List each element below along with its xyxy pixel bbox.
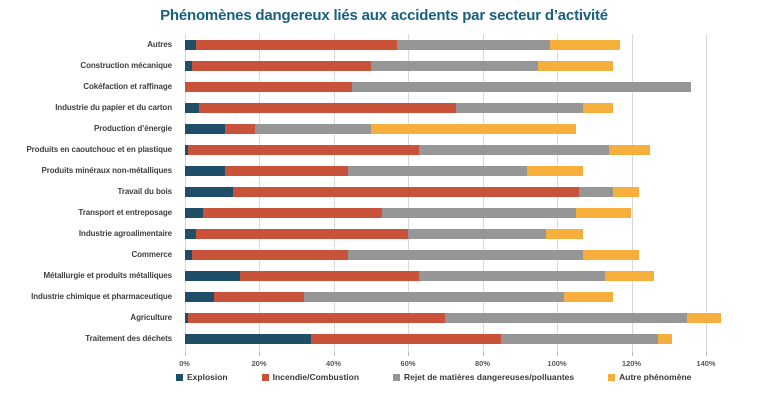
bar-segment [419, 271, 605, 281]
bar-segment [550, 40, 621, 50]
bar-segment [225, 166, 348, 176]
bar-segment [185, 40, 196, 50]
chart-row [0, 223, 768, 244]
bar-segment [605, 271, 653, 281]
bar-segment [196, 229, 408, 239]
category-label: Industrie du papier et du carton [55, 103, 172, 112]
bar-segment [371, 124, 576, 134]
bar-segment [348, 166, 527, 176]
axis-tick-label: 40% [325, 359, 341, 368]
legend-swatch-icon [176, 374, 183, 381]
legend-label: Rejet de matières dangereuses/polluantes [404, 372, 575, 382]
bar-segment [185, 166, 226, 176]
bar-segment [371, 61, 539, 71]
bar-segment [185, 250, 192, 260]
bar-segment [196, 40, 397, 50]
legend [176, 372, 691, 382]
stacked-bar [185, 271, 654, 281]
axis-tick-label: 100% [547, 359, 567, 368]
chart-row [0, 55, 768, 76]
bar-segment [188, 145, 419, 155]
bar-segment [445, 313, 687, 323]
bar-segment [199, 103, 456, 113]
stacked-bar [185, 313, 721, 323]
category-label: Industrie chimique et pharmaceutique [31, 292, 172, 301]
chart-rows [0, 34, 768, 349]
legend-label: Explosion [187, 372, 228, 382]
bar-segment [185, 292, 215, 302]
stacked-bar [185, 166, 584, 176]
chart-row [0, 160, 768, 181]
bar-segment [225, 124, 255, 134]
axis-tick-label: 80% [474, 359, 490, 368]
bar-segment [579, 187, 613, 197]
bar-segment [583, 103, 613, 113]
chart-row [0, 202, 768, 223]
chart-row [0, 307, 768, 328]
category-label: Produits en caoutchouc et en plastique [26, 145, 172, 154]
bar-segment [192, 61, 371, 71]
axis-tick-label: 20% [251, 359, 267, 368]
bar-segment [583, 250, 639, 260]
bar-segment [609, 145, 650, 155]
bar-segment [304, 292, 565, 302]
bar-segment [233, 187, 579, 197]
bar-segment [185, 229, 196, 239]
stacked-bar [185, 229, 584, 239]
stacked-bar [185, 187, 639, 197]
legend-label: Incendie/Combustion [272, 372, 360, 382]
bar-segment [419, 145, 609, 155]
chart-row [0, 181, 768, 202]
bar-segment [203, 208, 382, 218]
bar-segment [546, 229, 583, 239]
bar-segment [240, 271, 419, 281]
legend-label: Autre phénomène [619, 372, 692, 382]
bar-segment [188, 313, 445, 323]
stacked-bar [185, 61, 613, 71]
category-label: Produits minéraux non-métalliques [41, 166, 172, 175]
axis-tick-label: 120% [621, 359, 642, 368]
chart-row [0, 286, 768, 307]
bar-segment [255, 124, 370, 134]
axis-tick-label: 140% [696, 359, 716, 368]
chart-row [0, 244, 768, 265]
category-label: Commerce [131, 250, 172, 259]
category-label: Autres [147, 40, 172, 49]
bar-segment [185, 208, 204, 218]
bar-segment [576, 208, 632, 218]
bar-segment [564, 292, 612, 302]
bar-segment [658, 334, 673, 344]
axis-tick [557, 352, 558, 356]
stacked-bar [185, 292, 613, 302]
axis-tick [185, 352, 186, 356]
stacked-bar [185, 145, 651, 155]
category-label: Transport et entreposage [78, 208, 172, 217]
bar-segment [538, 61, 613, 71]
chart-row [0, 97, 768, 118]
legend-swatch-icon [262, 374, 269, 381]
bar-segment [185, 187, 233, 197]
stacked-bar [185, 103, 613, 113]
bar-segment [613, 187, 639, 197]
bar-segment [214, 292, 303, 302]
axis-tick [334, 352, 335, 356]
category-label: Métallurgie et produits métalliques [43, 271, 172, 280]
bar-segment [185, 103, 200, 113]
axis-tick [706, 352, 707, 356]
bar-segment [382, 208, 576, 218]
legend-swatch-icon [608, 374, 615, 381]
category-label: Traitement des déchets [85, 334, 172, 343]
chart-row [0, 265, 768, 286]
axis-tick [483, 352, 484, 356]
stacked-bar [185, 334, 673, 344]
chart-row [0, 34, 768, 55]
stacked-bar [185, 208, 632, 218]
chart-row [0, 328, 768, 349]
category-label: Travail du bois [117, 187, 172, 196]
bar-segment [687, 313, 721, 323]
category-label: Industrie agroalimentaire [78, 229, 172, 238]
legend-item [176, 372, 228, 382]
bar-segment [185, 271, 241, 281]
bar-segment [352, 82, 691, 92]
stacked-bar-chart [0, 34, 768, 374]
axis-tick [259, 352, 260, 356]
category-label: Production d’énergie [93, 124, 172, 133]
legend-item [393, 372, 574, 382]
chart-title: Phénomènes dangereux liés aux accidents par secteur d’activité [160, 7, 608, 24]
bar-segment [501, 334, 657, 344]
axis-tick [408, 352, 409, 356]
axis-tick-label: 0% [179, 359, 190, 368]
chart-row [0, 76, 768, 97]
bar-segment [185, 82, 353, 92]
bar-segment [408, 229, 546, 239]
bar-segment [185, 334, 312, 344]
chart-row [0, 118, 768, 139]
bar-segment [348, 250, 583, 260]
bar-segment [397, 40, 550, 50]
bar-segment [192, 250, 348, 260]
chart-row [0, 139, 768, 160]
bar-segment [311, 334, 501, 344]
legend-item [608, 372, 691, 382]
category-label: Construction mécanique [80, 61, 172, 70]
bar-segment [527, 166, 583, 176]
stacked-bar [185, 250, 639, 260]
bar-segment [185, 61, 192, 71]
axis-tick-label: 60% [400, 359, 416, 368]
legend-item [262, 372, 359, 382]
axis-tick [632, 352, 633, 356]
stacked-bar [185, 40, 621, 50]
stacked-bar [185, 82, 692, 92]
bar-segment [185, 124, 226, 134]
legend-swatch-icon [393, 374, 400, 381]
category-label: Cokéfaction et raffinage [83, 82, 172, 91]
stacked-bar [185, 124, 576, 134]
bar-segment [456, 103, 583, 113]
category-label: Agriculture [130, 313, 172, 322]
